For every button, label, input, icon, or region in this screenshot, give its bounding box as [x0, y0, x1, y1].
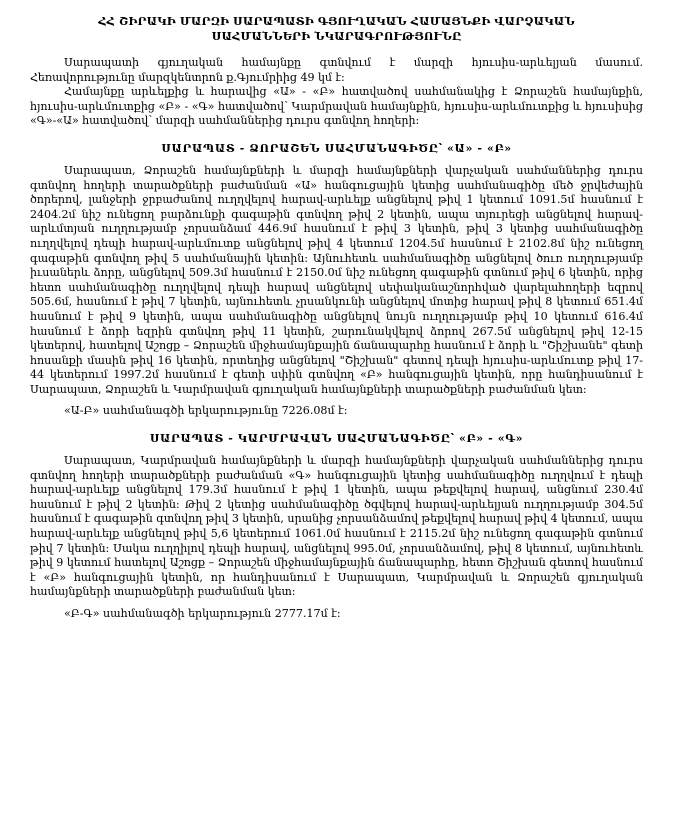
document-title-line-2: ՍԱՀՄԱՆՆԵՐԻ ՆԿԱՐԱԳՐՈՒԹՅՈՒՆԸ — [211, 29, 462, 43]
intro-paragraph-1: Սարապատի գյուղական համայնքը գտնվում է մարզի հյուսիս-արևելյան մասում. Հեռավորությունը մարզկենտրոն ք.Գյումրիից 49 կմ է: — [30, 56, 643, 84]
section-2-summary: «Բ-Գ» սահմանագծի երկարություն 2777.17մ է: — [64, 607, 341, 620]
spacer — [30, 600, 643, 607]
document-title — [30, 14, 643, 44]
section-heading-2: ՍԱՐԱՊԱՏ - ԿԱՐՄՐԱՎԱՆ ՍԱՀՄԱՆԱԳԻԾԸ՝ «Բ» - «Գ» — [149, 432, 524, 446]
spacer — [30, 46, 643, 56]
section-1-paragraph-1: Սարապատ, Ձորաշեն համայնքների և մարզի համայնքների վարչական սահմաններից դուրս գտնվող հողերի տարածքների բաժանման «Ա» հանգուցային կետից սահմանագիծը մեծ ջրվեժային ծորերով, լանջերի ջրբաժանով ուղղվելով հարավ-արևելք անցնելով թիվ 1 կետում 1091.5մ հասնում է 2404.2մ նիշ ունեցող բարձունքի գագաթին գտնվող թիվ 2 կետին, ապա տյուրեցի անցնելով հարավ-արևմտյան ուղղությամբ չորսանձամ 446.9մ հասնում է թիվ 3 կետին, թիվ 3 կետից սահմանագիծը ուղղվելով դեպի հարավ-արևմուտք անցնելով թիվ 4 կետում 1204.5մ հասնում է 2102.8մ նիշ ունեցող գագաթին գտնվող թիվ 5 սահմանային կետին: Այնուհետև սահմանագիծը անցնելով ծուռ ուղղությամբ իւսաներև ձորը, անցնելով 509.3մ հասնում է 2150.0մ նիշ ունեցող գագաթին գտնում թիվ 6 կետին, որից հետո սահմանագիծը ուղղվելով դեպի հարավ անցնելով սեփականաշնորհված վարելահողերի եզրով 505.6մ, հասնում է թիվ 7 կետին, այնուհետև չրսանկունի անցնելով մոտից հարավ թիվ 8 կետում 651.4մ հասնում է թիվ 9 կետին, ապա սահմանագիծը անցնելով նույն ուղղությամբ թիվ 10 կետում 616.4մ հասնում է ձորի եզրին գտնվող թիվ 11 կետին, շարունակվելով ձորով 267.5մ անցնելով թիվ 12-15 կետերով, հատելով Աշոցք – Ձորաշեն միջհամայնքային ճանապարհը հասնում է ձորի և "Շիշխանե" գետի հոսանքի մասին թիվ 16 կետին, որտեղից անցնելով "Շիշխան" գետով դեպի հյուսիս-արևմուտք թիվ 17-44 կետերում 1997.2մ հասնում է գետի սփին գտնվող «Բ» հանգուցային կետին, որը հանդիսանում է Սարապատ, Ձորաշեն և Կարմրավան գյուղական համայնքների տարածքների բաժանման կետ: — [30, 163, 643, 396]
section-2-paragraph-1: Սարապատ, Կարմրավան համայնքների և մարզի համայնքների վարչական սահմաններից դուրս գտնվող հողերի տարածքների բաժանման «Գ» հանգուցային կետից սահմանագիծը ուղղվում է դեպի հարավ-արևելք անցնելով 179.3մ հասնում է թիվ 1 կետին, ապա թեքվելով հարավ, անցնում 230.4մ հասնում է թիվ 2 կետին: Թիվ 2 կետից սահմանագիծը ծգվելով հարավ-արևելյան ուղղությամբ 304.5մ հասնում է գագաթին գտնվող թիվ 3 կետին, սրանից չորսանձամով թեքվելով հարավ թիվ 4 կետում, ապա հարավ-արևելք անցնելով թիվ 5,6 կետերում 1061.0մ հասնում է 2115.2մ նիշ ունեցող գագաթին գտնում թիվ 7 կետին: Սակա ուղղիլով դեպի հարավ, անցնելով 995.0մ, չորսանձամով, թիվ 8 կետում, այնուհետև թիվ 9 կետում հատելով Աշոցք – Ձորաշեն միջհամայնքային ճանապարհը, հետո Շիշխան գետով հասնում է «Բ» հանգուցային կետին, որ հանդիսանում է Սարապատ, Կարմրավան և Ձորաշեն գյուղական համայնքների տարածքների բաժանման կետ: — [30, 454, 643, 599]
spacer — [30, 397, 643, 404]
section-heading-1: ՍԱՐԱՊԱՏ - ՁՈՐԱՇԵՆ ՍԱՀՄԱՆԱԳԻԾԸ՝ «Ա» - «Բ» — [161, 141, 512, 155]
section-1-summary: «Ա-Բ» սահմանագծի երկարությունը 7226.08մ է: — [64, 404, 348, 418]
intro-paragraph-2: Համայնքը արևելքից և հարավից «Ա» - «Բ» հատվածով սահմանակից է Ձորաշեն համայնքին, հյուսիս-արևմուտքից «Բ» - «Գ» հատվածով՝ Կարմրավան համայնքին, հյուսիս-արևմուտքից և հյուսիսից «Գ»-«Ա» հատվածով՝ մարզի սահմաններից դուրս գտնվող հողերի: — [30, 85, 643, 128]
document-title-line-1: ՀՀ ՇԻՐԱԿԻ ՄԱՐԶԻ ՍԱՐԱՊԱՏԻ ԳՅՈՒՂԱԿԱՆ ՀԱՄԱՅՆՔԻ ՎԱՐՉԱԿԱՆ — [98, 14, 575, 28]
